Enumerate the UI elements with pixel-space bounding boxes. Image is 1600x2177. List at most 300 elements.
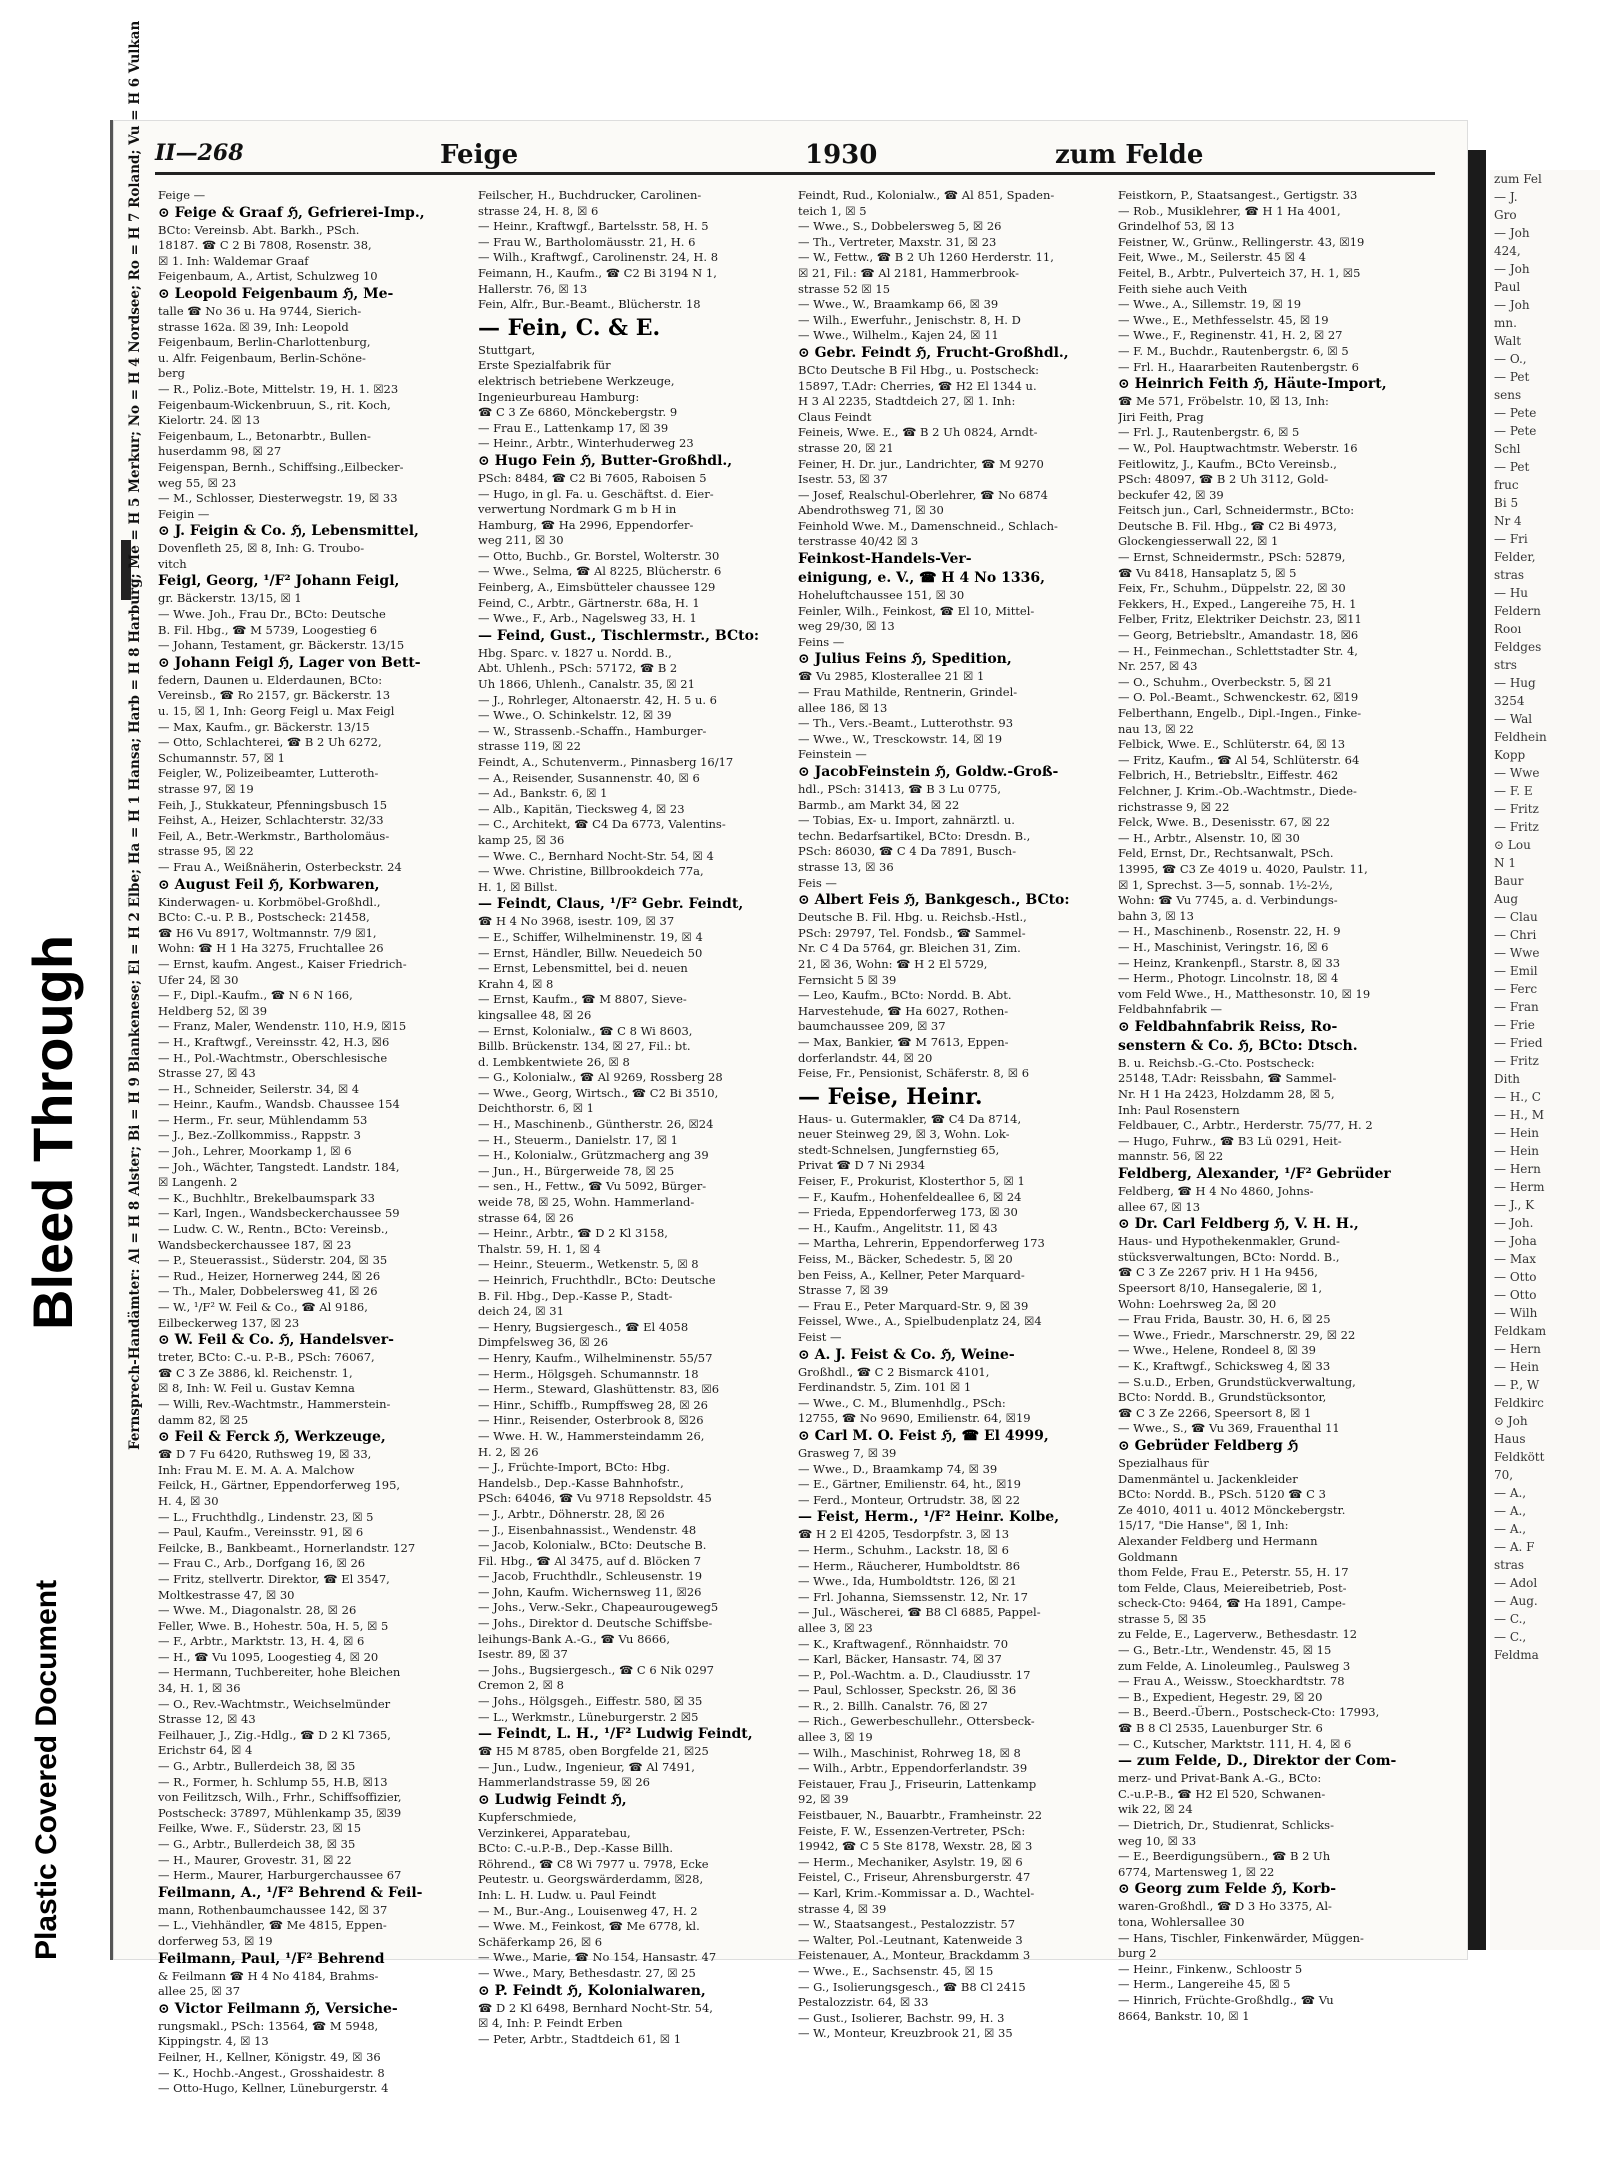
directory-entry-line: — Th., Maler, Dobbelersweg 41, ☒ 26 (158, 1284, 378, 1299)
directory-entry-line: strasse 5, ☒ 35 (1118, 1611, 1207, 1626)
directory-entry-line: Goldmann (1118, 1549, 1178, 1564)
directory-entry-line: Feilner, H., Kellner, Königstr. 49, ☒ 36 (158, 2049, 381, 2064)
directory-entry-line: — Heinz, Krankenpfl., Starstr. 8, ☒ 33 (1118, 955, 1341, 970)
directory-entry-line: Hamburg, ☎ Ha 2996, Eppendorfer- (478, 517, 694, 532)
directory-entry-line: — J., Arbtr., Döhnerstr. 28, ☒ 26 (478, 1506, 665, 1521)
next-page-fragment-line: — Wwe (1494, 766, 1540, 780)
directory-entry-line: — Paul, Schlosser, Speckstr. 26, ☒ 36 (798, 1683, 1017, 1698)
next-page-fragment-line: — Hein (1494, 1126, 1539, 1140)
next-page-fragment-line: — Hu (1494, 586, 1529, 600)
directory-entry-line: — Ad., Bankstr. 6, ☒ 1 (478, 786, 608, 801)
directory-entry-line: Fekkers, H., Exped., Langereihe 75, H. 1 (1118, 596, 1357, 611)
directory-entry-line: ⊙ Carl M. O. Feist ℌ, ☎ El 4999, (798, 1427, 1049, 1444)
directory-entry-line: — Wwe., Georg, Wirtsch., ☎ C2 Bi 3510, (478, 1085, 719, 1100)
directory-entry-line: — Peter, Arbtr., Stadtdeich 61, ☒ 1 (478, 2031, 682, 2046)
directory-entry-line: nau 13, ☒ 22 (1118, 721, 1194, 736)
directory-entry-line: weg 211, ☒ 30 (478, 533, 564, 548)
directory-entry-line: — Th., Vertreter, Maxstr. 31, ☒ 23 (798, 234, 997, 249)
directory-entry-line: ⊙ Georg zum Felde ℌ, Korb- (1118, 1881, 1337, 1898)
directory-entry-line: — W., Staatsangest., Pestalozzistr. 57 (798, 1917, 1016, 1932)
directory-entry-line: — Herm., Räucherer, Humboldtstr. 86 (798, 1558, 1021, 1573)
directory-entry-line: — F. M., Buchdr., Rautenbergstr. 6, ☒ 5 (1118, 343, 1349, 358)
exchange-legend-strip: Fernsprech-Handämter: Al = H 8 Alster; Bi = H 9 Blankenese; El = H 2 Elbe; Ha = H 1 Hansa; Harb = H 8 Harburg; Me = H 5 Merkur; No = H 4 Nordsee; Ro = H 7 Roland; Vu = H 6 Vulkan (127, 20, 143, 1450)
directory-entry-line: — W., Pol. Hauptwachtmstr. Weberstr. 16 (1118, 440, 1358, 455)
directory-entry-line: — J., Bez.-Zollkommiss., Rappstr. 3 (158, 1128, 362, 1143)
next-page-fragment-line: — J. (1494, 190, 1518, 204)
last-entry-word: zum Felde (1055, 140, 1204, 170)
directory-entry-line: ☎ D 7 Fu 6420, Ruthsweg 19, ☒ 33, (158, 1447, 372, 1462)
directory-entry-line: Inh: Frau M. E. M. A. A. Malchow (158, 1462, 355, 1477)
directory-entry-line: Claus Feindt (798, 409, 872, 424)
directory-entry-line: Isestr. 53, ☒ 37 (798, 472, 888, 487)
directory-entry-line: Dimpfelsweg 36, ☒ 26 (478, 1335, 609, 1350)
directory-entry-line: — Wwe., E., Sachsenstr. 45, ☒ 15 (798, 1963, 994, 1978)
directory-entry-line: ⊙ Feldbahnfabrik Reiss, Ro- (1118, 1018, 1338, 1035)
next-page-fragment-line: sens (1494, 388, 1522, 402)
directory-entry-line: — Ernst, Händler, Billw. Neuedeich 50 (478, 945, 703, 960)
directory-entry-line: Feit, Wwe., M., Seilerstr. 45 ☒ 4 (1118, 250, 1306, 265)
next-page-fragment-line: — Fried (1494, 1036, 1543, 1050)
directory-entry-line: ⊙ Feil & Ferck ℌ, Werkzeuge, (158, 1429, 386, 1446)
directory-entry-line: Feith siehe auch Veith (1118, 281, 1248, 296)
next-page-fragment-line: — Fritz (1494, 1054, 1539, 1068)
directory-entry-line: Feige — (158, 188, 206, 202)
directory-entry-line: ☎ C 3 Ze 3886, kl. Reichenstr. 1, (158, 1365, 353, 1380)
directory-entry-line: — K., Kraftwagenf., Rönnhaidstr. 70 (798, 1636, 1009, 1651)
directory-entry-line: dorferlandstr. 44, ☒ 20 (798, 1050, 933, 1065)
directory-entry-line: Inh: Paul Rosenstern (1118, 1102, 1240, 1117)
directory-entry-line: Privat ☎ D 7 Ni 2934 (798, 1158, 926, 1173)
directory-entry-line: bahn 3, ☒ 13 (1118, 908, 1194, 923)
directory-entry-line: huserdamm 98, ☒ 27 (158, 444, 282, 459)
directory-entry-line: 8664, Bankstr. 10, ☒ 1 (1118, 2008, 1250, 2023)
directory-entry-line: ⊙ Albert Feis ℌ, Bankgesch., BCto: (798, 892, 1070, 909)
directory-entry-line: — J., Eisenbahnassist., Wendenstr. 48 (478, 1522, 697, 1537)
directory-entry-line: 92, ☒ 39 (798, 1792, 849, 1807)
directory-entry-line: — Wwe., Helene, Rondeel 8, ☒ 39 (1118, 1343, 1316, 1358)
directory-entry-line: BCto: C.-u. P. B., Postscheck: 21458, (158, 910, 370, 925)
directory-entry-line: Billb. Brückenstr. 134, ☒ 27, Fil.: bt. (478, 1039, 691, 1054)
directory-entry-line: — H., Maschinenb., Güntherstr. 26, ☒24 (478, 1117, 714, 1132)
directory-entry-line: Feistner, W., Grünw., Rellingerstr. 43, ☒19 (1118, 234, 1365, 249)
directory-entry-line: Feistkorn, P., Staatsangest., Gertigstr. 33 (1118, 188, 1358, 202)
directory-entry-line: BCto: Vereinsb. Abt. Barkh., PSch. (158, 222, 360, 237)
directory-entry-line: ⊙ JacobFeinstein ℌ, Goldw.-Groß- (798, 764, 1059, 780)
directory-entry-line: talle ☎ No 36 u. Ha 9744, Sierich- (158, 303, 362, 318)
next-page-fragment-line: Feldhein (1494, 730, 1547, 744)
directory-entry-line: Feissel, Wwe., A., Spielbudenplatz 24, ☒4 (798, 1314, 1042, 1329)
directory-entry-line: PSch: 48097, ☎ B 2 Uh 3112, Gold- (1118, 472, 1329, 487)
directory-entry-line: allee 3, ☒ 19 (798, 1730, 873, 1745)
directory-entry-line: — Frau E., Lattenkamp 17, ☒ 39 (478, 420, 669, 435)
directory-entry-line: — zum Felde, D., Direktor der Com- (1118, 1753, 1397, 1770)
directory-entry-line: Grindelhof 53, ☒ 13 (1118, 219, 1235, 234)
directory-entry-line: ⊙ P. Feindt ℌ, Kolonialwaren, (478, 1982, 706, 1999)
directory-entry-line: Feinstein — (798, 747, 867, 762)
column-4 (1118, 188, 1426, 2024)
directory-entry-line: Feldbauer, C., Arbtr., Herderstr. 75/77, H. 2 (1118, 1118, 1373, 1133)
directory-entry-line: — R., 2. Billh. Canalstr. 76, ☒ 27 (798, 1698, 988, 1713)
directory-entry-line: stedt-Schnelsen, Jungfernstieg 65, (798, 1142, 1000, 1157)
directory-entry-line: ☎ C 3 Ze 6860, Mönckebergstr. 9 (478, 405, 678, 420)
directory-entry-line: ☒ 1. Inh: Waldemar Graaf (158, 253, 309, 268)
directory-entry-line: — Paul, Kaufm., Vereinsstr. 91, ☒ 6 (158, 1525, 364, 1540)
next-page-fragment-line: Feldern (1494, 604, 1541, 618)
directory-entry-line: H. 1, ☒ Billst. (478, 879, 558, 894)
directory-entry-line: — Frau C., Arb., Dorfgang 16, ☒ 26 (158, 1556, 366, 1571)
directory-entry-line: — Wwe., Selma, ☎ Al 8225, Blücherstr. 6 (478, 564, 722, 579)
next-page-fragment-line: Feldkirc (1494, 1396, 1544, 1410)
directory-entry-line: Inh: L. H. Ludw. u. Paul Feindt (478, 1887, 657, 1902)
directory-entry-line: merz- und Privat-Bank A.-G., BCto: (1118, 1771, 1322, 1786)
directory-entry-line: ☎ C 3 Ze 2266, Speersort 8, ☒ 1 (1118, 1405, 1312, 1420)
directory-entry-line: Strasse 12, ☒ 43 (158, 1712, 256, 1727)
directory-entry-line: — Fritz, stellvertr. Direktor, ☎ El 3547, (158, 1571, 390, 1586)
directory-entry-line: wik 22, ☒ 24 (1118, 1802, 1193, 1817)
directory-entry-line: weg 10, ☒ 33 (1118, 1833, 1197, 1848)
directory-entry-line: ☎ H 4 No 3968, isestr. 109, ☒ 37 (478, 914, 675, 929)
directory-entry-line: — Henry, Kaufm., Wilhelminenstr. 55/57 (478, 1350, 713, 1365)
directory-entry-line: Thalstr. 59, H. 1, ☒ 4 (478, 1241, 601, 1256)
directory-entry-line: Krahn 4, ☒ 8 (478, 976, 554, 991)
next-page-fragment-line: 424, (1494, 244, 1521, 258)
directory-entry-line: Hallerstr. 76, ☒ 13 (478, 281, 588, 296)
directory-entry-line: Schumannstr. 57, ☒ 1 (158, 750, 285, 765)
directory-entry-line: elektrisch betriebene Werkzeuge, (478, 373, 675, 388)
directory-entry-line: — Frau A., Weissw., Stoeckhardtstr. 78 (1118, 1674, 1345, 1689)
directory-entry-line: Nr. H 1 Ha 2423, Holzdamm 28, ☒ 5, (1118, 1087, 1335, 1102)
directory-entry-line: verwertung Nordmark G m b H in (478, 502, 677, 517)
directory-entry-line: — Frl. Johanna, Siemssenstr. 12, Nr. 17 (798, 1589, 1028, 1604)
directory-entry-line: kamp 25, ☒ 36 (478, 832, 565, 847)
directory-entry-line: — Herm., Fr. seur, Mühlendamm 53 (158, 1112, 368, 1127)
directory-entry-line: ☒ 8, Inh: W. Feil u. Gustav Kemna (158, 1381, 355, 1396)
directory-entry-line: techn. Bedarfsartikel, BCto: Dresdn. B., (798, 828, 1031, 843)
directory-entry-line: — E., Schiffer, Wilhelminenstr. 19, ☒ 4 (478, 929, 703, 944)
directory-entry-line: — H., Maschinist, Veringstr. 16, ☒ 6 (1118, 939, 1329, 954)
directory-entry-line: Großhdl., ☎ C 2 Bismarck 4101, (798, 1364, 990, 1379)
next-page-fragment-line: — Joh. (1494, 1216, 1534, 1230)
directory-entry-line: ⊙ Victor Feilmann ℌ, Versiche- (158, 2000, 398, 2017)
directory-entry-line: — Herm., Hölgsgeh. Schumannstr. 18 (478, 1366, 699, 1381)
book-binding-gutter (1468, 150, 1486, 1950)
directory-entry-line: burg 2 (1118, 1946, 1157, 1961)
directory-entry-line: Isestr. 89, ☒ 37 (478, 1647, 568, 1662)
directory-entry-line: — A., Reisender, Susannenstr. 40, ☒ 6 (478, 770, 700, 785)
directory-entry-line: Verzinkerei, Apparatebau, (478, 1825, 631, 1840)
directory-entry-line: — Hinrich, Früchte-Großhdlg., ☎ Vu (1118, 1992, 1334, 2007)
directory-entry-line: — Jun., Ludw., Ingenieur, ☎ Al 7491, (478, 1759, 695, 1774)
directory-entry-line: — Frl. J., Rautenbergstr. 6, ☒ 5 (1118, 425, 1300, 440)
next-page-fragment-line: zum Fel (1494, 172, 1542, 186)
directory-entry-line: — Heinrich, Fruchthdlr., BCto: Deutsche (478, 1273, 716, 1287)
directory-entry-line: ⊙ Julius Feins ℌ, Spedition, (798, 651, 1012, 668)
next-page-fragment-line: — P., W (1494, 1378, 1540, 1392)
directory-entry-line: treter, BCto: C.-u. P.-B., PSch: 76067, (158, 1350, 375, 1365)
directory-entry-line: ☎ H 2 El 4205, Tesdorpfstr. 3, ☒ 13 (798, 1527, 1010, 1542)
directory-entry-line: zum Felde, A. Linoleumleg., Paulsweg 3 (1118, 1658, 1351, 1673)
next-page-fragment-line: — A., (1494, 1504, 1527, 1518)
next-page-fragment-line: Aug (1494, 892, 1519, 906)
directory-entry-line: 15/17, "Die Hanse", ☒ 1, Inh: (1118, 1518, 1289, 1533)
next-page-fragment-line: Feldkött (1494, 1450, 1545, 1464)
directory-entry-line: Stuttgart, (478, 342, 536, 357)
directory-entry-line: Feigin — (158, 506, 210, 521)
directory-entry-line: Kippingstr. 4, ☒ 13 (158, 2034, 269, 2049)
directory-entry-line: Feinberg, A., Eimsbütteler chaussee 129 (478, 580, 716, 595)
next-page-fragment-line: — Wal (1494, 712, 1533, 726)
directory-entry-line: — H., Feinmechan., Schlettstadter Str. 4, (1118, 643, 1358, 658)
directory-entry-line: 15897, T.Adr: Cherries, ☎ H2 El 1344 u. (798, 378, 1037, 393)
directory-entry-line: Feix, Fr., Schuhm., Düppelstr. 22, ☒ 30 (1118, 581, 1346, 596)
directory-entry-line: ⊙ J. Feigin & Co. ℌ, Lebensmittel, (158, 523, 419, 540)
directory-entry-line: — Henry, Bugsiergesch., ☎ El 4058 (478, 1319, 689, 1334)
directory-entry-line: Feih, J., Stukkateur, Pfenningsbusch 15 (158, 797, 388, 812)
directory-entry-line: BCto: Nordd. B., Grundstücksontor, (1118, 1390, 1327, 1405)
next-page-fragment-line: Nr 4 (1494, 514, 1522, 528)
directory-entry-line: — M., Schlosser, Diesterwegstr. 19, ☒ 33 (158, 491, 398, 506)
directory-entry-line: ⊙ August Feil ℌ, Korbwaren, (158, 876, 380, 893)
directory-entry-line: — F., Dipl.-Kaufm., ☎ N 6 N 166, (158, 988, 353, 1003)
directory-entry-line: ☒ Langenh. 2 (158, 1175, 238, 1190)
next-page-fragment-line: — C., (1494, 1630, 1527, 1644)
directory-entry-line: — J., Rohrleger, Altonaerstr. 42, H. 5 u. 6 (478, 692, 717, 707)
directory-entry-line: 13995, ☎ C3 Ze 4019 u. 4020, Paulstr. 11, (1118, 861, 1368, 876)
directory-entry-line: rungsmakl., PSch: 13564, ☎ M 5948, (158, 2018, 379, 2033)
directory-entry-line: BCto: C.-u.P.-B., Dep.-Kasse Billh. (478, 1841, 674, 1856)
directory-entry-line: ⊙ Gebr. Feindt ℌ, Frucht-Großhdl., (798, 344, 1069, 361)
directory-entry-line: — Johs., Hölgsgeh., Eiffestr. 580, ☒ 35 (478, 1694, 703, 1709)
directory-entry-line: — Feindt, Claus, ¹/F² Gebr. Feindt, (478, 896, 744, 913)
directory-entry-line: — Karl, Bäcker, Hansastr. 74, ☒ 37 (798, 1652, 1002, 1667)
directory-entry-line: Röhrend., ☎ C8 Wi 7977 u. 7978, Ecke (478, 1856, 709, 1871)
directory-entry-line: dorferweg 53, ☒ 19 (158, 1933, 273, 1948)
directory-entry-line: Ferdinandstr. 5, Zim. 101 ☒ 1 (798, 1380, 972, 1395)
directory-entry-line: Feineis, Wwe. E., ☎ B 2 Uh 0824, Arndt- (798, 425, 1038, 440)
next-page-fragment-line: — Ferc (1494, 982, 1538, 996)
directory-entry-line: strasse 4, ☒ 39 (798, 1901, 887, 1916)
directory-entry-line: ben Feiss, A., Kellner, Peter Marquard- (798, 1267, 1025, 1282)
directory-entry-line: Feigenbaum, Berlin-Charlottenburg, (158, 335, 371, 350)
directory-entry-line: — Wwe. H. W., Hammersteindamm 26, (478, 1428, 705, 1443)
directory-entry-line: — C., Kutscher, Marktstr. 111, H. 4, ☒ 6 (1118, 1736, 1352, 1751)
next-page-fragment-line: — Pet (1494, 370, 1530, 384)
directory-entry-line: H 3 Al 2235, Stadtdeich 27, ☒ 1. Inh: (798, 394, 1016, 409)
directory-entry-line: — K., Hochb.-Angest., Grosshaidestr. 8 (158, 2065, 385, 2080)
next-page-fragment-line: — Hug (1494, 676, 1536, 690)
directory-entry-line: — Otto, Buchb., Gr. Borstel, Wolterstr. 30 (478, 548, 720, 563)
directory-entry-line: — Hermann, Tuchbereiter, hohe Bleichen (158, 1665, 401, 1680)
directory-entry-line: — Ernst, Lebensmittel, bei d. neuen (478, 961, 688, 976)
directory-entry-line: Feinhold Wwe. M., Damenschneid., Schlach- (798, 518, 1058, 533)
next-page-fragment-line: Feldma (1494, 1648, 1539, 1662)
directory-entry-line: — Ernst, Kolonialw., ☎ C 8 Wi 8603, (478, 1023, 693, 1038)
directory-entry-line: — Wwe., O. Schinkelstr. 12, ☒ 39 (478, 708, 672, 723)
directory-entry-line: strasse 52 ☒ 15 (798, 281, 891, 296)
directory-entry-line: — Joh., Wächter, Tangstedt. Landstr. 184, (158, 1159, 400, 1174)
directory-entry-line: — Wilh., Ewerfuhr., Jenischstr. 8, H. D (798, 312, 1021, 327)
directory-entry-line: Glockengiesserwall 22, ☒ 1 (1118, 534, 1279, 549)
directory-entry-line: — G., Arbtr., Bullerdeich 38, ☒ 35 (158, 1759, 356, 1774)
directory-entry-line: ☎ C 3 Ze 2267 priv. H 1 Ha 9456, (1118, 1265, 1318, 1280)
directory-entry-line: zu Felde, E., Lagerverw., Bethesdastr. 12 (1118, 1627, 1358, 1642)
directory-entry-line: Deutsche B. Fil. Hbg. u. Reichsb.-Hstl., (798, 910, 1027, 925)
directory-entry-line: — Joh., Lehrer, Moorkamp 1, ☒ 6 (158, 1144, 352, 1159)
directory-entry-line: ⊙ Gebrüder Feldberg ℌ (1118, 1437, 1299, 1454)
directory-entry-line: — Max, Kaufm., gr. Bäckerstr. 13/15 (158, 719, 370, 734)
directory-entry-line: — R., Poliz.-Bote, Mittelstr. 19, H. 1. ☒23 (158, 381, 399, 396)
directory-entry-line: Pestalozzistr. 64, ☒ 33 (798, 1995, 929, 2010)
directory-entry-line: — F., Arbtr., Marktstr. 13, H. 4, ☒ 6 (158, 1634, 365, 1649)
directory-entry-line: Abt. Uhlenh., PSch: 57172, ☎ B 2 (478, 661, 678, 676)
directory-entry-line: ⊙ Hugo Fein ℌ, Butter-Großhdl., (478, 452, 733, 469)
directory-entry-line: Wohn: Loehrsweg 2a, ☒ 20 (1118, 1296, 1277, 1311)
directory-entry-line: — Hinr., Reisender, Osterbrook 8, ☒26 (478, 1413, 704, 1428)
directory-entry-line: — Walter, Pol.-Leutnant, Katenweide 3 (798, 1932, 1023, 1947)
directory-entry-line: — Wwe., F., Reginenstr. 41, H. 2, ☒ 27 (1118, 328, 1343, 343)
directory-entry-line: Abendrothsweg 71, ☒ 30 (798, 503, 944, 518)
directory-entry-line: 19942, ☎ C 5 Ste 8178, Wexstr. 28, ☒ 3 (798, 1839, 1033, 1854)
directory-entry-line: Felck, Wwe. B., Desenisstr. 67, ☒ 22 (1118, 815, 1331, 830)
directory-entry-line: ☎ H6 Vu 8917, Woltmannstr. 7/9 ☒1, (158, 925, 377, 940)
directory-entry-line: mannstr. 56, ☒ 22 (1118, 1149, 1224, 1164)
directory-entry-line: — Hans, Tischler, Finkenwärder, Müggen- (1118, 1930, 1364, 1945)
directory-entry-line: — Wwe., A., Sillemstr. 19, ☒ 19 (1118, 297, 1302, 312)
directory-entry-line: — Wwe., Wilhelm., Kajen 24, ☒ 11 (798, 328, 999, 343)
directory-entry-line: — Ernst, Schneidermstr., PSch: 52879, (1118, 550, 1346, 565)
directory-entry-line: — Leo, Kaufm., BCto: Nordd. B. Abt. (798, 988, 1012, 1003)
directory-entry-line: scheck-Cto: 9464, ☎ Ha 1891, Campe- (1118, 1596, 1346, 1611)
directory-entry-line: Vereinsb., ☎ Ro 2157, gr. Bäckerstr. 13 (158, 688, 391, 703)
directory-entry-line: — Hugo, Fuhrw., ☎ B3 Lü 0291, Heit- (1118, 1133, 1342, 1148)
next-page-fragment-line: — Joha (1494, 1234, 1537, 1248)
directory-entry-line: Haus- u. Gutermakler, ☎ C4 Da 8714, (798, 1111, 1022, 1126)
directory-entry-line: strasse 24, H. 8, ☒ 6 (478, 203, 599, 218)
directory-entry-line: Feistbauer, N., Bauarbtr., Framheinstr. 22 (798, 1808, 1043, 1823)
directory-entry-line: Feilscher, H., Buchdrucker, Carolinen- (478, 188, 702, 202)
directory-entry-line: ☒ 4, Inh: P. Feindt Erben (478, 2016, 623, 2031)
directory-entry-line: ☒ 1, Sprechst. 3—5, sonnab. 1½-2½, (1118, 877, 1333, 892)
directory-entry-line: Feilmann, A., ¹/F² Behrend & Feil- (158, 1884, 423, 1901)
directory-entry-line: Nr. 257, ☒ 43 (1118, 659, 1198, 674)
directory-entry-line: — L., Werkmstr., Lüneburgerstr. 2 ☒5 (478, 1709, 699, 1724)
directory-entry-line: Fein, Alfr., Bur.-Beamt., Blücherstr. 18 (478, 297, 701, 312)
first-entry-word: Feige (440, 140, 519, 170)
directory-entry-line: — Karl, Krim.-Kommissar a. D., Wachtel- (798, 1886, 1035, 1900)
directory-entry-line: Felchner, J. Krim.-Ob.-Wachtmstr., Diede- (1118, 783, 1357, 798)
directory-entry-line: — O., Schuhm., Overbeckstr. 5, ☒ 21 (1118, 674, 1333, 689)
next-page-fragment-line: — C., (1494, 1612, 1527, 1626)
next-page-fragment-line: — Hern (1494, 1162, 1541, 1176)
directory-entry-line: 18187. ☎ C 2 Bi 7808, Rosenstr. 38, (158, 238, 372, 253)
directory-entry-line: H. 2, ☒ 26 (478, 1444, 539, 1459)
next-page-fragment-line: Paul (1494, 280, 1521, 294)
directory-entry-line: — Wwe., Marie, ☎ No 154, Hansastr. 47 (478, 1950, 717, 1965)
directory-entry-line: & Feilmann ☎ H 4 No 4184, Brahms- (158, 1968, 379, 1983)
directory-entry-line: strasse 162a. ☒ 39, Inh: Leopold (158, 319, 349, 334)
directory-entry-line: — W., ¹/F² W. Feil & Co., ☎ Al 9186, (158, 1300, 368, 1314)
directory-entry-line: Feigenbaum, A., Artist, Schulzweg 10 (158, 269, 378, 284)
directory-entry-line: — W., Monteur, Kreuzbrook 21, ☒ 35 (798, 2026, 1013, 2041)
next-page-fragment-line: — Fritz (1494, 802, 1539, 816)
directory-entry-line: — Wilh., Kraftwgf., Carolinenstr. 24, H. 8 (478, 250, 719, 265)
directory-page (110, 20, 1468, 2096)
next-page-fragment-line: — Otto (1494, 1288, 1537, 1302)
directory-entry-line: 6774, Martensweg 1, ☒ 22 (1118, 1864, 1275, 1879)
directory-entry-line: — Otto-Hugo, Kellner, Lüneburgerstr. 4 (158, 2081, 389, 2096)
directory-entry-line: — B., Beerd.-Übern., Postscheck-Cto: 17993, (1118, 1705, 1380, 1720)
directory-entry-line: ⊙ Leopold Feigenbaum ℌ, Me- (158, 285, 394, 302)
next-page-fragment-line: fruc (1494, 478, 1519, 492)
directory-entry-line: Moltkestrasse 47, ☒ 30 (158, 1587, 295, 1602)
next-page-fragment-line: — Herm (1494, 1180, 1545, 1194)
directory-entry-line: — K., Buchhltr., Brekelbaumspark 33 (158, 1190, 375, 1205)
next-page-fragment-line: — Pete (1494, 424, 1537, 438)
directory-entry-line: Fil. Hbg., ☎ Al 3475, auf d. Blöcken 7 (478, 1553, 702, 1568)
directory-entry-line: Feldberg, ☎ H 4 No 4860, Johns- (1118, 1184, 1314, 1199)
directory-entry-line: — Frau A., Weißnäherin, Osterbeckstr. 24 (158, 859, 402, 874)
directory-entry-line: mann, Rothenbaumchaussee 142, ☒ 37 (158, 1902, 388, 1917)
directory-entry-line: Feindt, A., Schutenverm., Pinnasberg 16/17 (478, 755, 734, 769)
directory-entry-line: — Max, Bankier, ☎ M 7613, Eppen- (798, 1034, 1009, 1049)
next-page-fragment-line: — Joh (1494, 226, 1530, 240)
next-page-fragment-line: 70, (1494, 1468, 1514, 1482)
directory-entry-line: Barmb., am Markt 34, ☒ 22 (798, 797, 960, 812)
directory-entry-line: — Wwe., Ida, Humboldtstr. 126, ☒ 21 (798, 1574, 1017, 1589)
directory-entry-line: ☎ B 8 Cl 2535, Lauenburger Str. 6 (1118, 1721, 1323, 1736)
directory-entry-line: — Dietrich, Dr., Studienrat, Schlicks- (1118, 1818, 1334, 1832)
directory-entry-line: — Th., Vers.-Beamt., Lutterothstr. 93 (798, 716, 1014, 731)
next-page-fragment-line: ⊙ Lou (1494, 838, 1531, 852)
directory-entry-line: einigung, e. V., ☎ H 4 No 1336, (798, 570, 1045, 587)
directory-entry-line: — Wwe., E., Methfesselstr. 45, ☒ 19 (1118, 312, 1329, 327)
directory-entry-line: Ze 4010, 4011 u. 4012 Mönckebergstr. (1118, 1502, 1346, 1517)
directory-entry-line: Feindt, Rud., Kolonialw., ☎ Al 851, Spaden- (798, 188, 1055, 202)
next-page-fragment-line: Bi 5 (1494, 496, 1519, 510)
next-page-fragment-line: — Wwe (1494, 946, 1540, 960)
directory-entry-line: Speersort 8/10, Hansegalerie, ☒ 1, (1118, 1281, 1323, 1295)
directory-entry-line: — H., Arbtr., Alsenstr. 10, ☒ 30 (1118, 830, 1300, 845)
directory-entry-line: weide 78, ☒ 25, Wohn. Hammerland- (478, 1195, 695, 1210)
directory-entry-line: — H., Kaufm., Angelitstr. 11, ☒ 43 (798, 1220, 998, 1235)
directory-entry-line: tom Felde, Claus, Meiereibetrieb, Post- (1118, 1580, 1347, 1595)
directory-entry-line: — Wilh., Arbtr., Eppendorferlandstr. 39 (798, 1761, 1028, 1776)
directory-entry-line: Feigler, W., Polizeibeamter, Lutteroth- (158, 766, 379, 781)
directory-entry-line: — H., Maschinenb., Rosenstr. 22, H. 9 (1118, 924, 1341, 939)
page-number: II—268 (155, 140, 244, 166)
directory-entry-line: allee 3, ☒ 23 (798, 1620, 873, 1635)
next-page-fragment-line: Walt (1494, 334, 1522, 348)
directory-entry-line: PSch: 86030, ☎ C 4 Da 7891, Busch- (798, 844, 1017, 859)
directory-entry-line: — P., Pol.-Wachtm. a. D., Claudiusstr. 17 (798, 1667, 1031, 1682)
directory-entry-line: 12755, ☎ No 9690, Emilienstr. 64, ☒19 (798, 1411, 1031, 1426)
directory-entry-line: B. u. Reichsb.-G.-Cto. Postscheck: (1118, 1055, 1315, 1070)
directory-entry-line: Felber, Fritz, Elektriker Deichstr. 23, ☒11 (1118, 612, 1362, 627)
directory-entry-line: — J., Früchte-Import, BCto: Hbg. (478, 1460, 670, 1475)
next-page-fragment-line: — Frie (1494, 1018, 1535, 1032)
next-page-fragment-line: — Pete (1494, 406, 1537, 420)
directory-entry-line: — Frau Frida, Baustr. 30, H. 6, ☒ 25 (1118, 1312, 1331, 1327)
directory-entry-line: weg 29/30, ☒ 13 (798, 619, 895, 634)
directory-entry-line: — Wwe., D., Braamkamp 74, ☒ 39 (798, 1461, 998, 1476)
directory-entry-line: — Wwe. Joh., Frau Dr., BCto: Deutsche (158, 607, 386, 622)
directory-entry-line: Felbrich, H., Betriebsltr., Eiffestr. 462 (1118, 768, 1339, 783)
directory-entry-line: — Wwe. M., Diagonalstr. 28, ☒ 26 (158, 1603, 357, 1618)
directory-entry-line: — Franz, Maler, Wendenstr. 110, H.9, ☒15 (158, 1019, 407, 1034)
next-page-fragment-line: N 1 (1494, 856, 1516, 870)
directory-entry-line: Feldbahnfabrik — (1118, 1002, 1222, 1017)
next-page-fragment-line: 3254 (1494, 694, 1525, 708)
